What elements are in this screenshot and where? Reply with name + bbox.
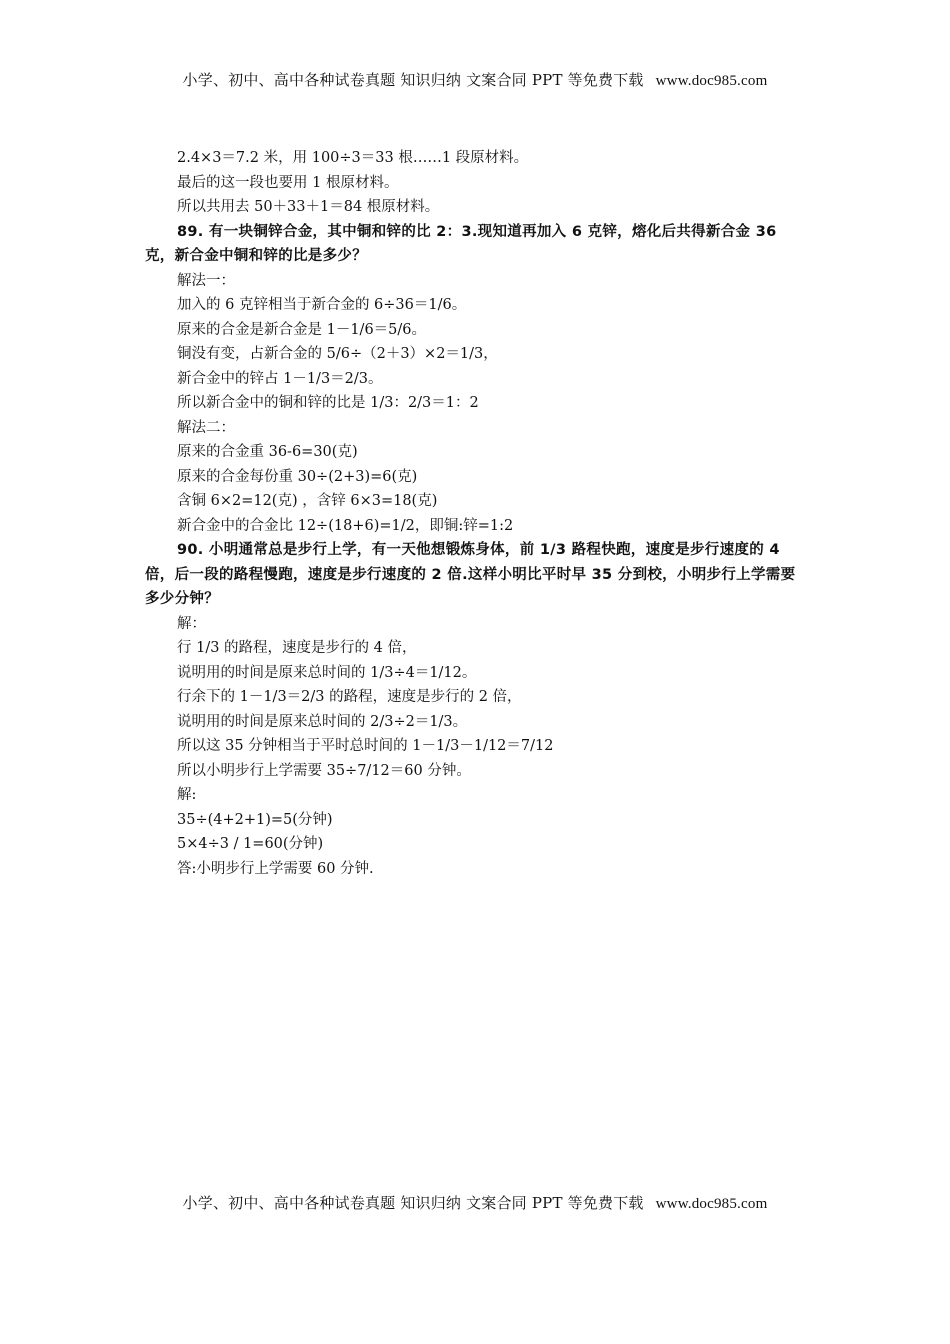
solution-line: 所以这 35 分钟相当于平时总时间的 1－1/3－1/12＝7/12 xyxy=(177,738,554,754)
solution-line: 5×4÷3 / 1=60(分钟) xyxy=(177,836,324,852)
solution-line: 新合金中的合金比 12÷(18+6)=1/2，即铜:锌=1:2 xyxy=(177,517,514,534)
header-text: 小学、初中、高中各种试卷真题 知识归纳 文案合同 PPT 等免费下载 xyxy=(182,71,644,89)
solution-line: 含铜 6×2=12(克) ，含锌 6×3=18(克) xyxy=(177,493,438,509)
solution-line: 所以新合金中的铜和锌的比是 1/3：2/3＝1：2 xyxy=(177,395,479,411)
page-header xyxy=(0,69,950,90)
intro-line: 最后的这一段也要用 1 根原材料。 xyxy=(177,174,399,191)
solution-line: 解: xyxy=(177,787,197,803)
solution-line: 所以小明步行上学需要 35÷7/12＝60 分钟。 xyxy=(177,762,471,779)
document-body xyxy=(145,146,810,881)
solution-line: 行 1/3 的路程，速度是步行的 4 倍， xyxy=(177,640,417,656)
solution-line: 行余下的 1－1/3＝2/3 的路程，速度是步行的 2 倍， xyxy=(177,689,522,705)
solution-line: 解法一： xyxy=(177,272,235,289)
solution-line: 说明用的时间是原来总时间的 1/3÷4＝1/12。 xyxy=(177,664,477,681)
solution-line: 原来的合金是新合金是 1－1/6＝5/6。 xyxy=(177,321,427,338)
solution-line: 铜没有变，占新合金的 5/6÷（2＋3）×2＝1/3， xyxy=(177,346,498,362)
solution-line: 加入的 6 克锌相当于新合金的 6÷36＝1/6。 xyxy=(177,297,467,313)
question-89: 89. 有一块铜锌合金，其中铜和锌的比 2：3.现知道再加入 6 克锌，熔化后共得新合金 36 克，新合金中铜和锌的比是多少？ xyxy=(145,223,777,264)
solution-line: 解法二： xyxy=(177,419,235,436)
footer-text: 小学、初中、高中各种试卷真题 知识归纳 文案合同 PPT 等免费下载 xyxy=(182,1194,644,1212)
solution-line: 原来的合金重 36-6=30(克) xyxy=(177,444,358,460)
solution-line: 原来的合金每份重 30÷(2+3)=6(克) xyxy=(177,468,418,485)
question-90: 90. 小明通常总是步行上学，有一天他想锻炼身体，前 1/3 路程快跑，速度是步行速度的 4 倍，后一段的路程慢跑，速度是步行速度的 2 倍.这样小明比平时早 35 分到校，小明步行上学需要多少分钟？ xyxy=(145,542,796,607)
page-footer xyxy=(0,1192,950,1213)
intro-line: 2.4×3＝7.2 米，用 100÷3＝33 根……1 段原材料。 xyxy=(177,150,529,166)
header-site-link[interactable]: www.doc985.com xyxy=(655,73,768,89)
intro-line: 所以共用去 50＋33＋1＝84 根原材料。 xyxy=(177,199,440,215)
solution-line: 新合金中的锌占 1－1/3＝2/3。 xyxy=(177,370,383,387)
footer-site-link[interactable]: www.doc985.com xyxy=(655,1196,768,1212)
solution-line: 答:小明步行上学需要 60 分钟. xyxy=(177,860,374,877)
solution-line: 35÷(4+2+1)=5(分钟) xyxy=(177,811,333,828)
solution-line: 说明用的时间是原来总时间的 2/3÷2＝1/3。 xyxy=(177,713,468,730)
solution-line: 解： xyxy=(177,615,206,632)
